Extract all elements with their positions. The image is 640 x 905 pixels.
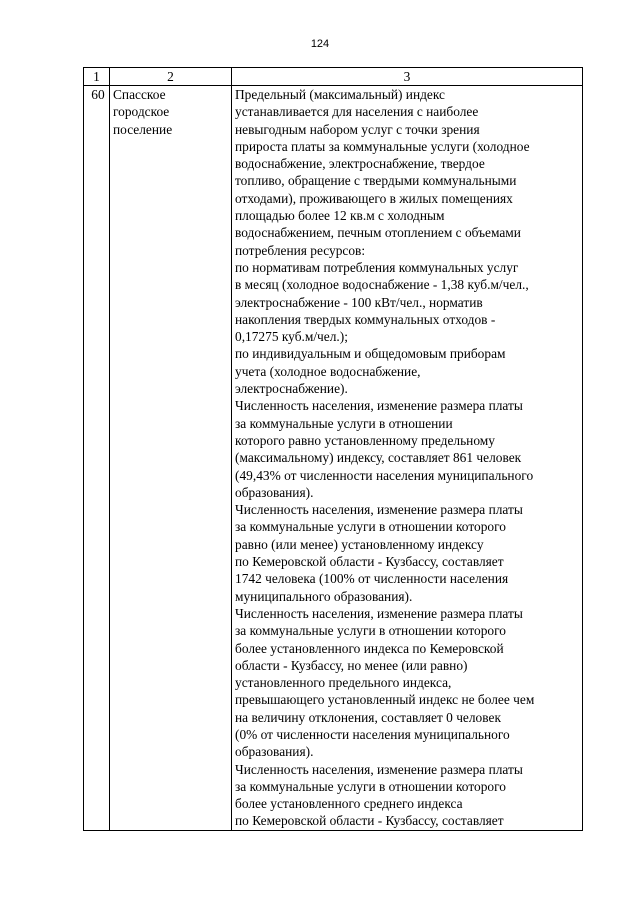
settlement-name-cell [110,86,232,831]
description-line: Численность населения, изменение размера платы [235,761,523,777]
description-line: образования). [235,484,314,500]
description-line: муниципального образования). [235,588,413,604]
description-line: более установленного среднего индекса [235,796,463,812]
description-line: за коммунальные услуги в отношении которого [235,519,506,535]
description-line: за коммунальные услуги в отношении [235,415,453,431]
description-line: образования). [235,744,314,760]
description-line: Численность населения, изменение размера платы [235,398,523,414]
description-line: области - Кузбассу, но менее (или равно) [235,657,468,673]
description-line: накопления твердых коммунальных отходов - [235,311,496,327]
description-line: 0,17275 куб.м/чел.); [235,329,348,345]
description-line: устанавливается для населения с наиболее [235,104,479,120]
description-line: по индивидуальным и общедомовым приборам [235,346,506,362]
description-line: прироста платы за коммунальные услуги (холодное [235,138,530,154]
column-header-2: 2 [110,68,232,86]
description-line: Численность населения, изменение размера платы [235,502,523,518]
description-line: отходами), проживающего в жилых помещениях [235,190,513,206]
description-line: по нормативам потребления коммунальных услуг [235,259,519,275]
description-line: за коммунальные услуги в отношении которого [235,623,506,639]
settlement-name-line: Спасское [113,87,166,102]
page-number: 124 [310,38,330,50]
description-line: (0% от численности населения муниципального [235,726,510,742]
description-line: в месяц (холодное водоснабжение - 1,38 куб.м/чел., [235,277,529,293]
description-line: топливо, обращение с твердыми коммунальными [235,173,517,189]
column-header-3: 3 [232,68,583,86]
description-line: водоснабжением, печным отоплением с объемами [235,225,521,241]
description-line: невыгодным набором услуг с точки зрения [235,121,480,137]
table-header-row [84,68,583,86]
description-line: установленного предельного индекса, [235,675,452,691]
description-line: площадью более 12 кв.м с холодным [235,208,445,224]
description-line: потребления ресурсов: [235,242,366,258]
description-line: Численность населения, изменение размера платы [235,605,523,621]
settlement-name-line: поселение [113,121,173,137]
document-table [83,67,583,831]
description-line: по Кемеровской области - Кузбассу, составляет [235,813,504,829]
description-line: равно (или менее) установленному индексу [235,536,484,552]
description-line: более установленного индекса по Кемеровской [235,640,504,656]
description-line: электроснабжение - 100 кВт/чел., норматив [235,294,483,310]
description-line: которого равно установленному предельному [235,432,495,448]
description-line: электроснабжение). [235,381,348,397]
description-line: за коммунальные услуги в отношении которого [235,778,506,794]
description-line: водоснабжение, электроснабжение, твердое [235,156,485,172]
description-cell [232,86,583,831]
description-line: Предельный (максимальный) индекс [235,87,445,102]
row-number-cell: 60 [84,86,110,831]
description-line: (49,43% от численности населения муниципального [235,467,534,483]
description-line: учета (холодное водоснабжение, [235,363,421,379]
description-line: превышающего установленный индекс не более чем [235,692,535,708]
description-line: по Кемеровской области - Кузбассу, составляет [235,554,504,570]
description-line: на величину отклонения, составляет 0 человек [235,709,501,725]
description-line: 1742 человека (100% от численности населения [235,571,509,587]
column-header-1: 1 [84,68,110,86]
settlement-name-line: городское [113,104,170,120]
table-row [84,86,583,831]
description-line: (максимальному) индексу, составляет 861 человек [235,450,522,466]
